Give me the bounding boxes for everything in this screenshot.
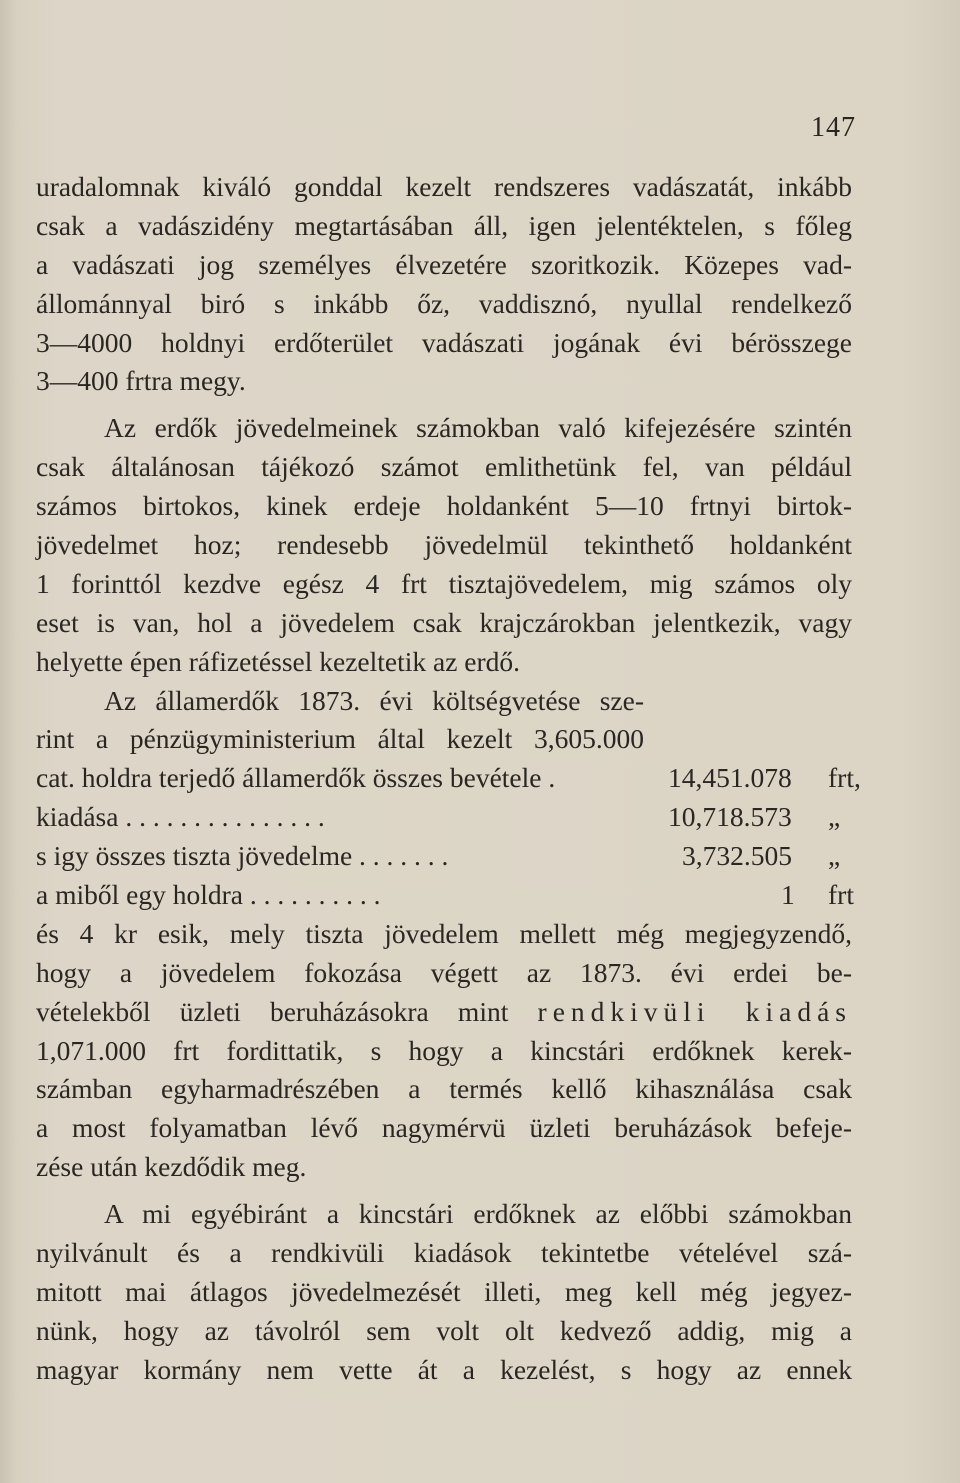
budget-label: s igy összes tiszta jövedelme . . . . . . . <box>36 840 449 872</box>
budget-row-per-acre <box>36 876 852 915</box>
budget-amount: 1 <box>781 879 795 911</box>
paragraph-2 <box>36 409 852 681</box>
budget-amount: 10,718.573 <box>668 801 792 833</box>
text-line <box>36 993 852 1032</box>
budget-unit: frt <box>828 879 854 911</box>
text-line: számban egyharmadrészében a termés kellő kihasználása csak <box>36 1073 852 1105</box>
paragraph-3 <box>36 682 861 1188</box>
budget-label: cat. holdra terjedő államerdők összes bevétele . <box>36 762 556 794</box>
text-line: csak általánosan tájékozó számot emlithetünk fel, van például <box>36 451 852 483</box>
budget-unit: „ <box>828 840 841 872</box>
text-line: 1,071.000 frt fordittatik, s hogy a kincstári erdőknek kerek- <box>36 1034 852 1066</box>
budget-table <box>36 759 861 915</box>
text-line: 3—4000 holdnyi erdőterület vadászati jogának évi bérösszege <box>36 326 852 358</box>
emphasized-text: rendkivüli kiadás <box>537 995 852 1027</box>
budget-unit: frt, <box>828 762 861 794</box>
text-line: és 4 kr esik, mely tiszta jövedelem mellett még megjegyzendő, <box>36 917 852 949</box>
budget-amount: 14,451.078 <box>668 762 792 794</box>
text-line: csak a vadászidény megtartásában áll, igen jelentéktelen, s főleg <box>36 209 852 241</box>
text-line: nünk, hogy az távolról sem volt olt kedvező addig, mig a <box>36 1314 852 1346</box>
budget-label: a miből egy holdra . . . . . . . . . . <box>36 879 381 911</box>
text-line: 3—400 frtra megy. <box>36 365 246 397</box>
text-line: a vadászati jog személyes élvezetére szoritkozik. Közepes vad- <box>36 248 852 280</box>
text-line: rint a pénzügyministerium által kezelt 3,605.000 <box>36 723 644 755</box>
text-line: mitott mai átlagos jövedelmezését illeti, meg kell még jegyez- <box>36 1275 852 1307</box>
text-line: hogy a jövedelem fokozása végett az 1873. évi erdei be- <box>36 956 852 988</box>
paragraph-1 <box>36 168 852 401</box>
text-line: jövedelmet hoz; rendesebb jövedelmül tekinthető holdanként <box>36 529 852 561</box>
text-line: állománnyal biró s inkább őz, vaddisznó, nyullal rendelkező <box>36 287 852 319</box>
text-line: magyar kormány nem vette át a kezelést, s hogy az ennek <box>36 1353 852 1385</box>
page-number: 147 <box>811 112 856 143</box>
text-line: Az erdők jövedelmeinek számokban való kifejezésére szintén <box>104 412 852 444</box>
budget-row-expense <box>36 798 852 837</box>
text-line: A mi egyébiránt a kincstári erdőknek az előbbi számokban <box>104 1198 852 1230</box>
budget-unit: „ <box>828 801 841 833</box>
budget-row-revenue <box>36 759 861 798</box>
text-line: uradalomnak kiváló gonddal kezelt rendszeres vadászatát, inkább <box>36 171 852 202</box>
text-line: a most folyamatban lévő nagymérvü üzleti beruházások befeje- <box>36 1112 852 1144</box>
text-line: Az államerdők 1873. évi költségvetése sze- <box>104 684 644 716</box>
body-text <box>36 168 861 1390</box>
text-line: 1 forinttól kezdve egész 4 frt tisztajövedelem, mig számos oly <box>36 567 852 599</box>
text-line: nyilvánult és a rendkivüli kiadások tekintetbe vételével szá- <box>36 1237 852 1269</box>
text-fragment: vételekből üzleti beruházásokra mint <box>36 995 509 1027</box>
text-line: számos birtokos, kinek erdeje holdanként 5—10 frtnyi birtok- <box>36 490 852 522</box>
text-line: zése után kezdődik meg. <box>36 1151 307 1183</box>
budget-label: kiadása . . . . . . . . . . . . . . . <box>36 801 325 833</box>
budget-row-net <box>36 837 852 876</box>
text-line: helyette épen ráfizetéssel kezeltetik az erdő. <box>36 645 521 677</box>
text-line: eset is van, hol a jövedelem csak krajczárokban jelentkezik, vagy <box>36 606 852 638</box>
paragraph-4 <box>36 1195 852 1389</box>
budget-amount: 3,732.505 <box>682 840 792 872</box>
